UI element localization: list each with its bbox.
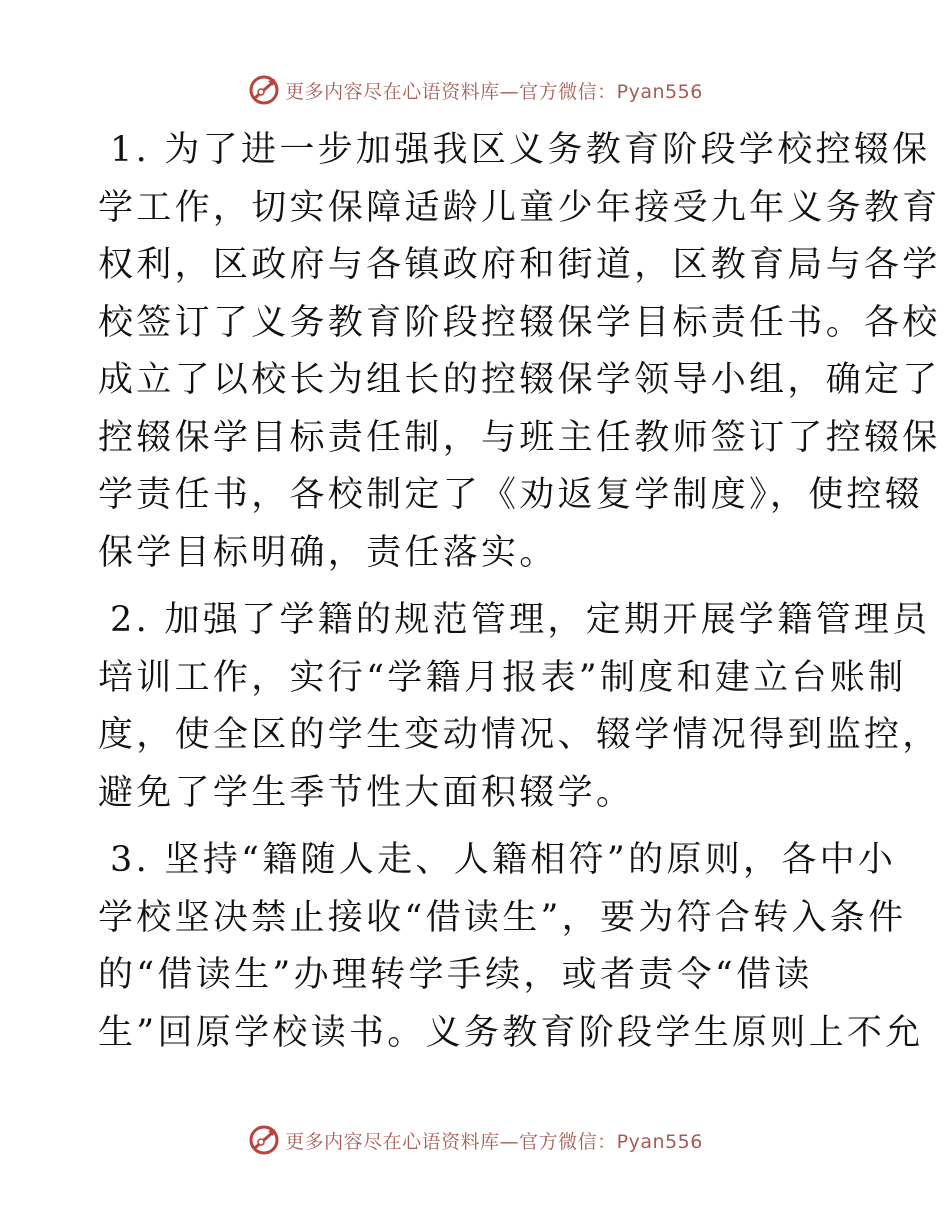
brand-logo-icon	[247, 73, 281, 107]
paragraph-2	[98, 592, 941, 822]
footer-watermark-text: 更多内容尽在心语资料库—官方微信：Pyan556	[285, 1130, 703, 1153]
brand-logo-icon	[247, 1123, 281, 1157]
text-line: 校签订了义务教育阶段控辍保学目标责任书。各校	[98, 302, 941, 343]
text-line: 的“借读生”办理转学手续，或者责令“借读	[98, 955, 813, 995]
header-watermark-text: 更多内容尽在心语资料库—官方微信：Pyan556	[285, 80, 703, 103]
text-line: 2. 加强了学籍的规范管理，定期开展学籍管理员	[110, 600, 931, 640]
text-line: 学工作，切实保障适龄儿童少年接受九年义务教育	[98, 187, 941, 228]
text-line: 成立了以校长为组长的控辍保学领导小组，确定了	[98, 360, 941, 400]
text-line: 学责任书，各校制定了《劝返复学制度》，使控辍	[98, 475, 924, 515]
footer-watermark-banner	[0, 1120, 950, 1160]
text-line: 避免了学生季节性大面积辍学。	[98, 772, 635, 813]
text-line: 学校坚决禁止接收“借读生”，要为符合转入条件	[98, 897, 907, 938]
text-line: 权利，区政府与各镇政府和街道，区教育局与各学	[98, 245, 941, 285]
text-line: 3. 坚持“籍随人走、人籍相符”的原则，各中小	[110, 840, 897, 880]
document-body	[98, 122, 941, 1072]
text-line: 培训工作，实行“学籍月报表”制度和建立台账制	[98, 657, 907, 698]
text-line: 度，使全区的学生变动情况、辍学情况得到监控，	[98, 715, 941, 755]
paragraph-1	[98, 122, 941, 582]
text-line: 控辍保学目标责任制，与班主任教师签订了控辍保	[98, 417, 941, 458]
text-line: 1. 为了进一步加强我区义务教育阶段学校控辍保	[110, 130, 931, 170]
paragraph-3	[98, 832, 924, 1062]
header-watermark-banner	[0, 70, 950, 110]
text-line: 生”回原学校读书。义务教育阶段学生原则上不允	[98, 1012, 924, 1053]
text-line: 保学目标明确，责任落实。	[98, 532, 558, 573]
